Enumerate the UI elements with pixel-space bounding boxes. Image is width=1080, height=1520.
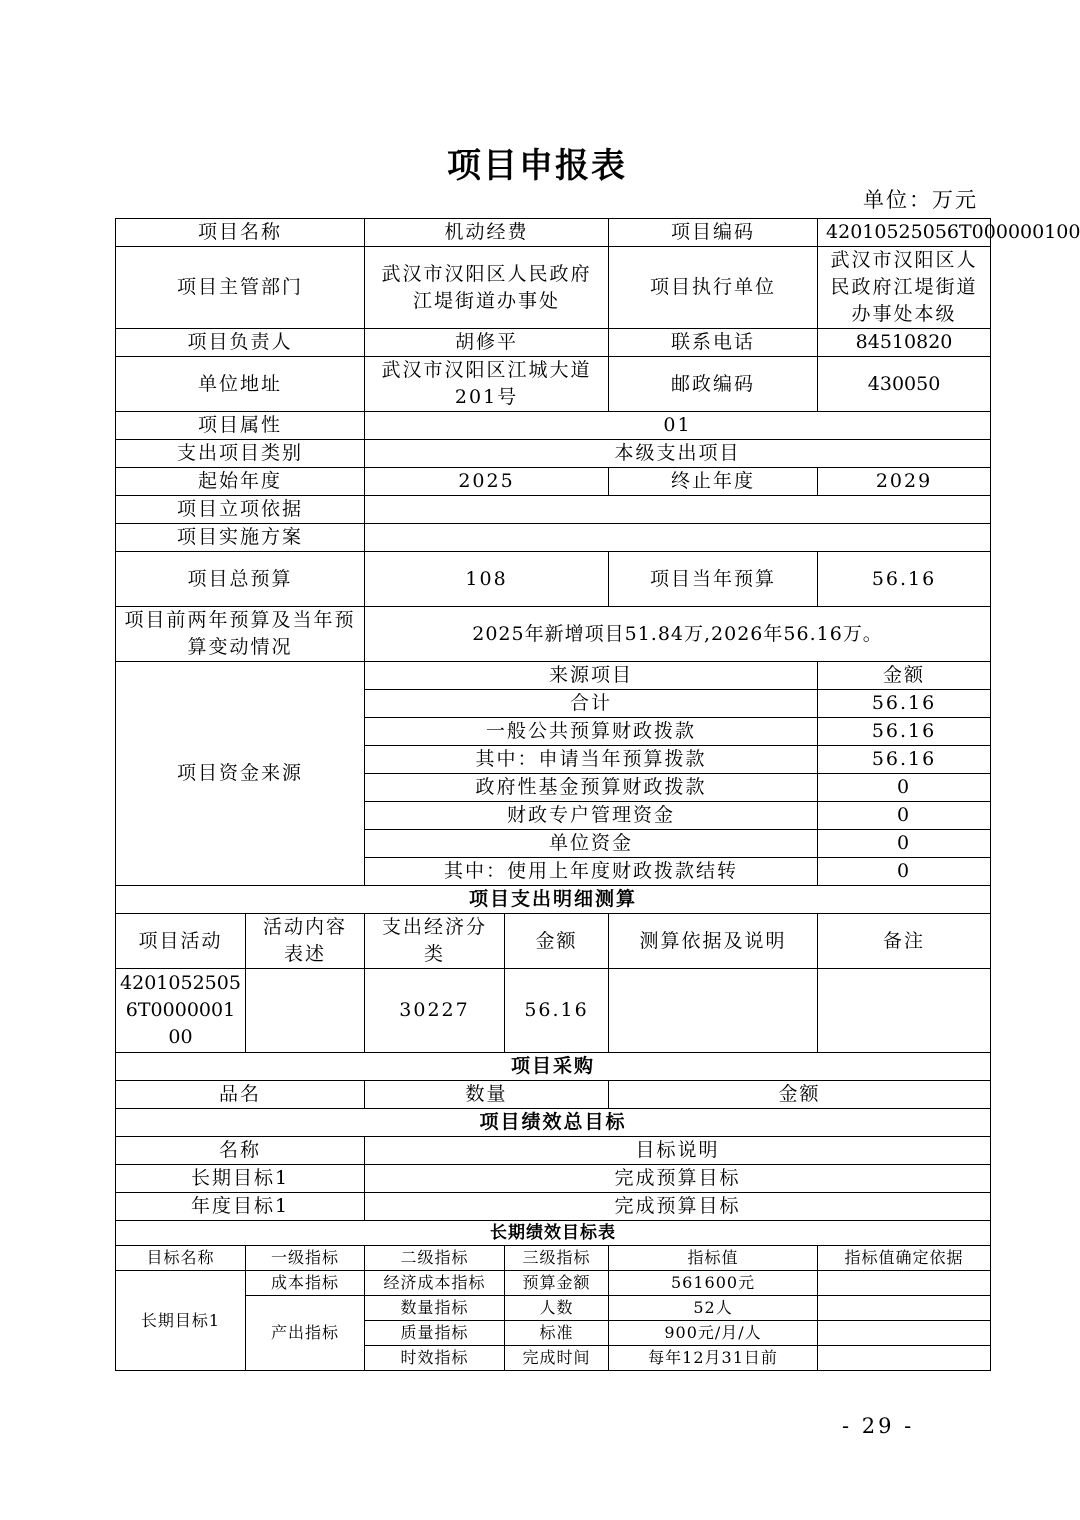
- long-table-basis: [818, 1271, 991, 1296]
- value-attr: 01: [365, 412, 991, 440]
- funding-row-name: 财政专户管理资金: [365, 802, 818, 830]
- funding-row-name: 合计: [365, 690, 818, 718]
- long-table-level1: 产出指标: [246, 1296, 365, 1371]
- long-table-level2: 质量指标: [365, 1321, 505, 1346]
- long-table-level3: 人数: [505, 1296, 609, 1321]
- long-table-level1: 成本指标: [246, 1271, 365, 1296]
- label-exec-unit: 项目执行单位: [609, 247, 818, 329]
- value-basis: [365, 496, 991, 524]
- long-table-row: [116, 1296, 991, 1321]
- funding-row-name: 一般公共预算财政拨款: [365, 718, 818, 746]
- detail-header: 金额: [505, 914, 609, 969]
- label-attr: 项目属性: [116, 412, 365, 440]
- long-table-header: 一级指标: [246, 1246, 365, 1271]
- perf-goal-desc: 完成预算目标: [365, 1165, 991, 1193]
- funding-row-amount: 0: [818, 802, 991, 830]
- procurement-header: 金额: [609, 1081, 991, 1109]
- label-phone: 联系电话: [609, 329, 818, 357]
- detail-row: [116, 969, 991, 1053]
- label-project-code: 项目编码: [609, 219, 818, 247]
- section-procurement-title: [116, 1053, 991, 1081]
- perf-goal-name-header: 名称: [116, 1137, 365, 1165]
- value-plan: [365, 524, 991, 552]
- row-dept: [116, 247, 991, 329]
- value-phone: 84510820: [818, 329, 991, 357]
- row-funding-header: [116, 662, 991, 690]
- long-table-level2: 数量指标: [365, 1296, 505, 1321]
- long-table-level3: 完成时间: [505, 1346, 609, 1371]
- value-current-budget: 56.16: [818, 552, 991, 607]
- funding-source-header: 来源项目: [365, 662, 818, 690]
- label-plan: 项目实施方案: [116, 524, 365, 552]
- funding-row-amount: 56.16: [818, 690, 991, 718]
- perf-goal-name: 长期目标1: [116, 1165, 365, 1193]
- row-budget-change: [116, 607, 991, 662]
- long-table-header: 二级指标: [365, 1246, 505, 1271]
- value-dept: 武汉市汉阳区人民政府江堤街道办事处: [365, 247, 609, 329]
- long-table-basis: [818, 1296, 991, 1321]
- detail-activity: 42010525056T000000100: [116, 969, 246, 1053]
- value-leader: 胡修平: [365, 329, 609, 357]
- long-table-basis: [818, 1321, 991, 1346]
- label-basis: 项目立项依据: [116, 496, 365, 524]
- detail-header: 备注: [818, 914, 991, 969]
- long-table-level3: 标准: [505, 1321, 609, 1346]
- detail-header-row: [116, 914, 991, 969]
- long-table-basis: [818, 1346, 991, 1371]
- value-start-year: 2025: [365, 468, 609, 496]
- funding-row-name: 其中：申请当年预算拨款: [365, 746, 818, 774]
- row-leader: [116, 329, 991, 357]
- funding-row-amount: 56.16: [818, 718, 991, 746]
- value-postcode: 430050: [818, 357, 991, 412]
- long-table-header: 指标值: [609, 1246, 818, 1271]
- detail-basis: [609, 969, 818, 1053]
- long-table-goal: 长期目标1: [116, 1271, 246, 1371]
- detail-header: 项目活动: [116, 914, 246, 969]
- row-plan: [116, 524, 991, 552]
- long-table-header: 三级指标: [505, 1246, 609, 1271]
- funding-row-name: 其中：使用上年度财政拨款结转: [365, 858, 818, 886]
- detail-econ: 30227: [365, 969, 505, 1053]
- label-total-budget: 项目总预算: [116, 552, 365, 607]
- funding-amount-header: 金额: [818, 662, 991, 690]
- detail-amount: 56.16: [505, 969, 609, 1053]
- value-project-name: 机动经费: [365, 219, 609, 247]
- row-attr: [116, 412, 991, 440]
- procurement-header-row: [116, 1081, 991, 1109]
- section-long-table-title: [116, 1221, 991, 1246]
- long-table-value: 52人: [609, 1296, 818, 1321]
- funding-row-name: 单位资金: [365, 830, 818, 858]
- label-postcode: 邮政编码: [609, 357, 818, 412]
- perf-goal-name: 年度目标1: [116, 1193, 365, 1221]
- long-table-value: 561600元: [609, 1271, 818, 1296]
- funding-row-amount: 0: [818, 858, 991, 886]
- row-address: [116, 357, 991, 412]
- label-project-name: 项目名称: [116, 219, 365, 247]
- detail-desc: [246, 969, 365, 1053]
- funding-row-amount: 56.16: [818, 746, 991, 774]
- long-table-value: 900元/月/人: [609, 1321, 818, 1346]
- label-dept: 项目主管部门: [116, 247, 365, 329]
- detail-section-title: 项目支出明细测算: [116, 886, 991, 914]
- project-form-table: [115, 218, 1080, 1371]
- label-current-budget: 项目当年预算: [609, 552, 818, 607]
- long-table-header: 指标值确定依据: [818, 1246, 991, 1271]
- detail-header: 活动内容表述: [246, 914, 365, 969]
- long-table-row: [116, 1271, 991, 1296]
- funding-row-amount: 0: [818, 830, 991, 858]
- perf-goal-desc-header: 目标说明: [365, 1137, 991, 1165]
- label-address: 单位地址: [116, 357, 365, 412]
- procurement-header: 数量: [365, 1081, 609, 1109]
- label-start-year: 起始年度: [116, 468, 365, 496]
- funding-row-name: 政府性基金预算财政拨款: [365, 774, 818, 802]
- detail-header: 支出经济分类: [365, 914, 505, 969]
- perf-goal-row: [116, 1193, 991, 1221]
- perf-goal-row: [116, 1165, 991, 1193]
- value-end-year: 2029: [818, 468, 991, 496]
- label-leader: 项目负责人: [116, 329, 365, 357]
- long-table-header: 目标名称: [116, 1246, 246, 1271]
- row-budget: [116, 552, 991, 607]
- row-project-name: [116, 219, 991, 247]
- long-table-value: 每年12月31日前: [609, 1346, 818, 1371]
- detail-header: 测算依据及说明: [609, 914, 818, 969]
- long-table-section-title: 长期绩效目标表: [116, 1221, 991, 1246]
- row-basis: [116, 496, 991, 524]
- long-table-level3: 预算金额: [505, 1271, 609, 1296]
- value-budget-change: 2025年新增项目51.84万,2026年56.16万。: [365, 607, 991, 662]
- page-number: - 29 -: [842, 1414, 915, 1438]
- value-category: 本级支出项目: [365, 440, 991, 468]
- procurement-header: 品名: [116, 1081, 365, 1109]
- page-title: 项目申报表: [447, 146, 627, 186]
- long-table-header-row: [116, 1246, 991, 1271]
- row-years: [116, 468, 991, 496]
- label-budget-change: 项目前两年预算及当年预算变动情况: [116, 607, 365, 662]
- value-exec-unit: 武汉市汉阳区人民政府江堤街道办事处本级: [818, 247, 991, 329]
- procurement-section-title: 项目采购: [116, 1053, 991, 1081]
- row-category: [116, 440, 991, 468]
- section-perf-goal-title: [116, 1109, 991, 1137]
- unit-label: 单位：万元: [863, 188, 978, 212]
- detail-note: [818, 969, 991, 1053]
- value-total-budget: 108: [365, 552, 609, 607]
- long-table-level2: 时效指标: [365, 1346, 505, 1371]
- perf-goal-header-row: [116, 1137, 991, 1165]
- label-end-year: 终止年度: [609, 468, 818, 496]
- label-category: 支出项目类别: [116, 440, 365, 468]
- value-address: 武汉市汉阳区江城大道201号: [365, 357, 609, 412]
- section-detail-title: [116, 886, 991, 914]
- funding-row-amount: 0: [818, 774, 991, 802]
- perf-goal-desc: 完成预算目标: [365, 1193, 991, 1221]
- label-funding-source: 项目资金来源: [116, 662, 365, 886]
- perf-goal-section-title: 项目绩效总目标: [116, 1109, 991, 1137]
- long-table-level2: 经济成本指标: [365, 1271, 505, 1296]
- value-project-code: 42010525056T000000100: [818, 219, 991, 247]
